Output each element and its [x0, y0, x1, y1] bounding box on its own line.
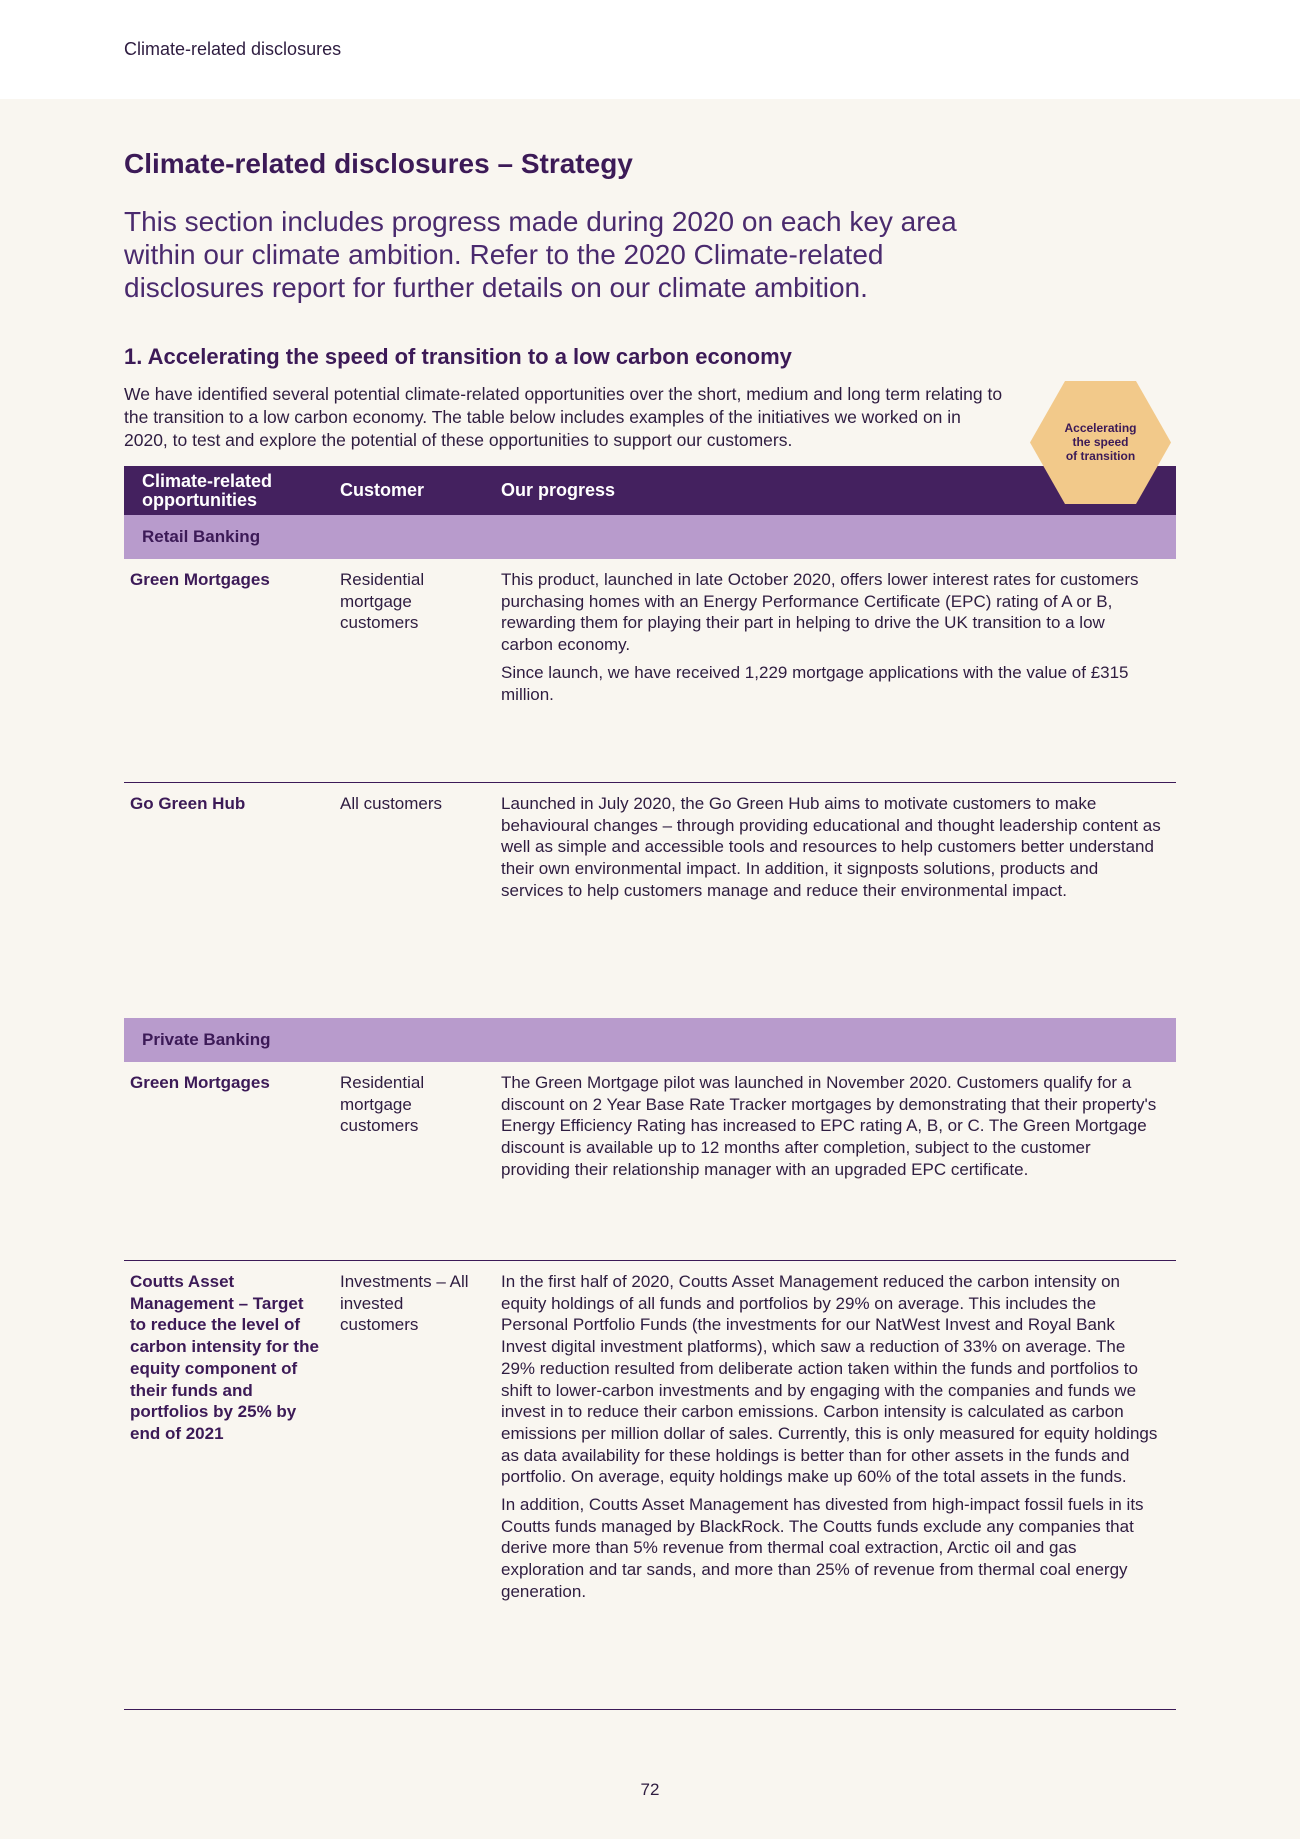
header-opportunities: Climate-related opportunities	[142, 470, 273, 510]
intro-paragraph: This section includes progress made during 2020 on each key area within our climate ambition. Refer to the 2020 Climate-related disclosures report for further details on our climate ambition.	[124, 206, 957, 303]
progress-paragraph: In addition, Coutts Asset Management has divested from high-impact fossil fuels in its Coutts funds managed by BlackRock. The Coutts funds exclude any companies that derive more than 5% revenue from thermal coal extraction, Arctic oil and gas exploration and tar sands, and more than 25% of revenue from thermal coal energy generation.	[501, 1495, 1144, 1601]
customer-cell: All customers	[340, 794, 443, 813]
progress-paragraph: In the first half of 2020, Coutts Asset Management reduced the carbon intensity on equity holdings of all funds and portfolios by 29% on average. This includes the Personal Portfolio Funds (the investments for our NatWest Invest and Royal Bank Invest digital investment platforms), which saw a reduction of 33% on average. The 29% reduction resulted from deliberate action taken within the funds and portfolios to shift to lower-carbon investments and by engaging with the companies and funds we invest in to reduce their carbon emissions. Carbon intensity is calculated as carbon emissions per million dollar of sales. Currently, this is only measured for equity holdings as data availability for these holdings is better than for other assets in the funds and portfolio. On average, equity holdings make up 60% of the total assets in the funds.	[501, 1272, 1158, 1487]
progress-cell	[501, 569, 1161, 705]
table-row	[124, 1062, 1176, 1261]
section-lead: We have identified several potential climate-related opportunities over the short, medium and long term relating to the transition to a low carbon economy. The table below includes examples of the initiatives we worked on in 2020, to test and explore the potential of these opportunities to support our customers.	[124, 384, 1003, 450]
opportunities-table	[124, 466, 1176, 1710]
accelerating-badge	[1030, 381, 1171, 504]
badge-label	[1030, 421, 1171, 463]
opportunity-cell: Coutts Asset Management – Target to reduce the level of carbon intensity for the equity component of their funds and portfolios by 25% by end of 2021	[130, 1272, 319, 1443]
progress-cell	[501, 793, 1161, 902]
table-row	[124, 1261, 1176, 1710]
badge-line-1: Accelerating	[1064, 421, 1137, 435]
progress-paragraph: The Green Mortgage pilot was launched in November 2020. Customers qualify for a discount on 2 Year Base Rate Tracker mortgages by demonstrating that their property's Energy Efficiency Rating has increased to EPC rating A, B, or C. The Green Mortgage discount is available up to 12 months after completion, subject to the customer providing their relationship manager with an upgraded EPC certificate.	[501, 1073, 1157, 1179]
header-progress: Our progress	[501, 480, 616, 500]
table-row	[124, 559, 1176, 783]
table-row	[124, 783, 1176, 1018]
progress-paragraph: Since launch, we have received 1,229 mortgage applications with the value of £315 million.	[501, 662, 1129, 704]
progress-cell	[501, 1271, 1161, 1603]
customer-cell: Residential mortgage customers	[340, 570, 425, 633]
opportunity-cell: Green Mortgages	[130, 1073, 270, 1092]
progress-paragraph: This product, launched in late October 2020, offers lower interest rates for customers purchasing homes with an Energy Performance Certificate (EPC) rating of A or B, rewarding them for playing their part in helping to drive the UK transition to a low carbon economy.	[501, 570, 1139, 655]
progress-paragraph: Launched in July 2020, the Go Green Hub aims to motivate customers to make behavioural changes – through providing educational and thought leadership content as well as simple and accessible tools and resources to help customers better understand their own environmental impact. In addition, it signposts solutions, products and services to help customers manage and reduce their environmental impact.	[501, 794, 1161, 900]
page-number: 72	[640, 1780, 660, 1799]
badge-line-3: of transition	[1065, 449, 1136, 463]
progress-cell	[501, 1072, 1161, 1181]
customer-cell: Residential mortgage customers	[340, 1073, 425, 1136]
page-title: Climate-related disclosures – Strategy	[124, 148, 633, 179]
opportunity-cell: Green Mortgages	[130, 570, 270, 589]
header-customer: Customer	[340, 480, 425, 500]
opportunity-cell: Go Green Hub	[130, 794, 246, 813]
customer-cell: Investments – All invested customers	[340, 1272, 469, 1335]
badge-line-2: the speed	[1072, 435, 1129, 449]
running-head: Climate-related disclosures	[124, 39, 342, 59]
group-retail-banking: Retail Banking	[124, 515, 1176, 559]
group-private-banking: Private Banking	[124, 1018, 1176, 1062]
table-header	[124, 466, 1176, 515]
section-heading: 1. Accelerating the speed of transition to a low carbon economy	[124, 344, 792, 369]
